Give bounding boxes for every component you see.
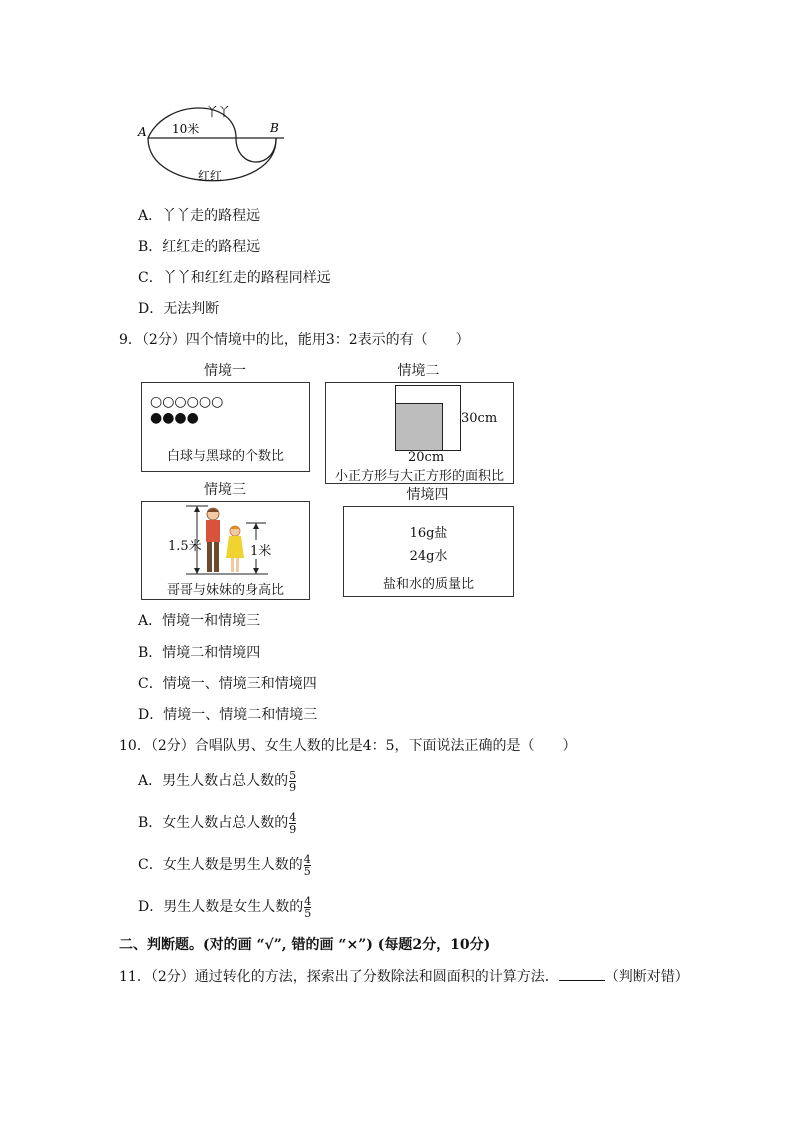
scene2-caption: 小正方形与大正方形的面积比 xyxy=(334,469,504,484)
scene4-caption: 盐和水的质量比 xyxy=(382,577,474,592)
label-a: A xyxy=(138,125,147,139)
q10-option-c-text: C．女生人数是男生人数的 xyxy=(138,857,303,873)
black-ball-icon: ●●●● xyxy=(150,410,199,426)
scene3-caption: 哥哥与妹妹的身高比 xyxy=(166,583,284,598)
q10-option-c xyxy=(138,852,311,878)
numerator: 4 xyxy=(304,894,312,908)
q10-stem: 10．（2分）合唱队男、女生人数的比是4：5，下面说法正确的是（ ） xyxy=(119,738,577,754)
label-10m: 10米 xyxy=(172,122,200,136)
q10-option-a xyxy=(138,768,296,794)
small-square xyxy=(395,403,443,451)
denominator: 5 xyxy=(303,864,311,878)
path-diagram xyxy=(136,100,296,195)
boy-icon xyxy=(206,508,220,572)
scene4-box xyxy=(343,506,514,597)
denominator: 9 xyxy=(289,780,297,794)
big-square-side: 30cm xyxy=(461,411,498,426)
q11 xyxy=(119,966,689,987)
q9-option-a: A．情境一和情境三 xyxy=(138,613,261,629)
scene2-title: 情境二 xyxy=(397,363,440,379)
scene1-caption: 白球与黑球的个数比 xyxy=(166,449,284,464)
scene1-title: 情境一 xyxy=(204,363,246,379)
white-balls xyxy=(150,395,223,409)
q10-option-d-text: D．男生人数是女生人数的 xyxy=(138,899,304,915)
small-square-side: 20cm xyxy=(408,450,445,465)
q8-option-b: B．红红走的路程远 xyxy=(138,239,261,255)
label-yaya: 丫丫 xyxy=(206,105,231,119)
numerator: 4 xyxy=(289,810,297,824)
scene2-box xyxy=(325,382,514,484)
numerator: 5 xyxy=(289,768,297,782)
q8-option-c: C．丫丫和红红走的路程同样远 xyxy=(138,270,331,286)
fraction xyxy=(304,896,311,919)
denominator: 9 xyxy=(289,822,297,836)
scene3-box xyxy=(141,501,310,600)
girl-icon xyxy=(226,526,244,572)
q9-option-d: D．情境一、情境二和情境三 xyxy=(138,707,318,723)
black-balls xyxy=(150,411,199,425)
salt-amount: 16g盐 xyxy=(409,526,448,541)
scene4-title: 情境四 xyxy=(406,487,449,503)
fraction xyxy=(289,770,296,793)
q10-option-b xyxy=(138,810,296,836)
scene3-title: 情境三 xyxy=(204,482,246,498)
fraction xyxy=(304,854,311,877)
section-title: 二、判断题。(对的画 “√”, 错的画 “×”) (每题2分，10分) xyxy=(119,937,491,953)
scene1-box xyxy=(141,382,310,472)
label-honghong: 红红 xyxy=(198,169,223,183)
numerator: 4 xyxy=(303,852,311,866)
q8-option-a: A．丫丫走的路程远 xyxy=(138,208,261,224)
q9-option-b: B．情境二和情境四 xyxy=(138,645,261,661)
white-ball-icon: ○○○○○○ xyxy=(150,394,224,410)
q9-option-c: C．情境一、情境三和情境四 xyxy=(138,676,317,692)
fraction xyxy=(289,812,296,835)
q8-option-d: D．无法判断 xyxy=(138,301,220,317)
q11-tail: （判断对错） xyxy=(604,969,689,985)
q9-stem: 9．（2分）四个情境中的比，能用3：2表示的有（ ） xyxy=(119,332,470,348)
q11-stem: 11．（2分）通过转化的方法，探索出了分数除法和圆面积的计算方法． xyxy=(119,969,559,985)
answer-blank[interactable] xyxy=(559,966,605,981)
path-figure xyxy=(136,100,296,195)
label-b: B xyxy=(270,121,279,135)
q10-option-d xyxy=(138,894,311,920)
denominator: 5 xyxy=(304,906,312,920)
water-amount: 24g水 xyxy=(409,549,448,564)
boy-height-label: 1.5米 xyxy=(168,539,202,554)
q10-option-a-text: A．男生人数占总人数的 xyxy=(138,773,289,789)
girl-height-label: 1米 xyxy=(250,540,271,559)
q10-option-b-text: B．女生人数占总人数的 xyxy=(138,815,289,831)
